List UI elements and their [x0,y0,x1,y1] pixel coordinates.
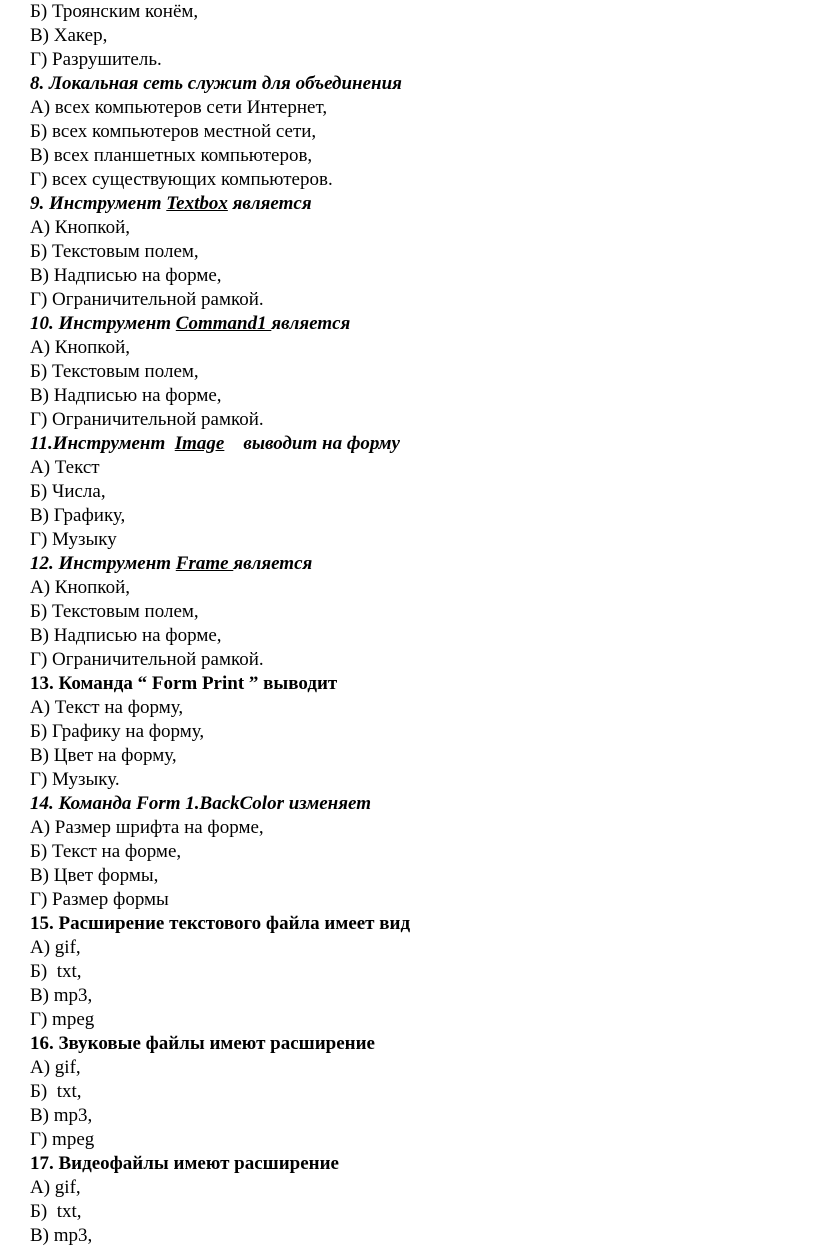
question-text: выводит на форму [224,433,400,454]
answer-option: Г) Ограничительной рамкой. [30,409,264,430]
question-heading [30,1032,810,1056]
question-text: 12. Инструмент [30,553,176,574]
question-text: является [233,553,313,574]
answer-option: А) Текст на форму, [30,697,184,718]
quiz-document [30,0,810,1248]
question-heading [30,672,810,696]
answer-option: Б) Текст на форме, [30,841,182,862]
answer-option: Б) txt, [30,1081,82,1102]
question-heading [30,552,810,576]
answer-option: В) Хакер, [30,25,108,46]
answer-option: В) Надписью на форме, [30,265,222,286]
question-text: 13. Команда “ Form Print ” выводит [30,673,338,694]
answer-option: Г) mpeg [30,1009,95,1030]
underlined-term: Textbox [166,193,228,214]
question-text: 16. Звуковые файлы имеют расширение [30,1033,375,1054]
answer-option: В) всех планшетных компьютеров, [30,145,313,166]
answer-option: В) Графику, [30,505,126,526]
question-heading [30,192,810,216]
question-text: 8. Локальная сеть служит для объединения [30,73,402,94]
underlined-term: Frame [175,553,234,574]
answer-option: В) Цвет формы, [30,865,159,886]
question-heading [30,1152,810,1176]
underlined-term: Command1 [175,313,272,334]
question-heading [30,312,810,336]
question-text: 10. Инструмент [30,313,176,334]
answer-option: Г) Ограничительной рамкой. [30,289,264,310]
question-text: 9. Инструмент [30,193,167,214]
answer-option: Г) Ограничительной рамкой. [30,649,264,670]
answer-option: Г) Музыку. [30,769,120,790]
answer-option: А) gif, [30,937,81,958]
question-text: является [227,193,312,214]
answer-option: Г) Размер формы [30,889,169,910]
answer-option: Г) Музыку [30,529,117,550]
answer-option: В) mp3, [30,985,93,1006]
answer-option: Б) Числа, [30,481,106,502]
answer-option: Г) всех существующих компьютеров. [30,169,333,190]
answer-option: В) mp3, [30,1225,93,1246]
answer-option: Б) Текстовым полем, [30,361,199,382]
answer-option: А) Кнопкой, [30,337,130,358]
answer-option: Г) mpeg [30,1129,95,1150]
question-text: является [271,313,351,334]
answer-option: А) Текст [30,457,100,478]
answer-option: А) gif, [30,1057,81,1078]
answer-option: Б) Троянским конём, [30,1,199,22]
answer-option: Б) Текстовым полем, [30,601,199,622]
question-heading [30,912,810,936]
answer-option: Б) txt, [30,1201,82,1222]
underlined-term: Image [174,433,225,454]
answer-option: А) Кнопкой, [30,577,130,598]
question-heading [30,432,810,456]
answer-option: А) Размер шрифта на форме, [30,817,264,838]
answer-option: А) Кнопкой, [30,217,130,238]
answer-option: А) gif, [30,1177,81,1198]
answer-option: Б) Графику на форму, [30,721,205,742]
answer-option: Б) всех компьютеров местной сети, [30,121,317,142]
answer-option: Б) Текстовым полем, [30,241,199,262]
answer-option: Б) txt, [30,961,82,982]
answer-option: В) Цвет на форму, [30,745,177,766]
question-text: 11.Инструмент [30,433,175,454]
answer-option: В) mp3, [30,1105,93,1126]
answer-option: Г) Разрушитель. [30,49,162,70]
question-text: 15. Расширение текстового файла имеет вид [30,913,411,934]
answer-option: А) всех компьютеров сети Интернет, [30,97,328,118]
question-heading [30,792,810,816]
answer-option: В) Надписью на форме, [30,625,222,646]
question-text: 14. Команда Form 1.BackColor изменяет [30,793,371,814]
question-text: 17. Видеофайлы имеют расширение [30,1153,339,1174]
answer-option: В) Надписью на форме, [30,385,222,406]
question-heading [30,72,810,96]
